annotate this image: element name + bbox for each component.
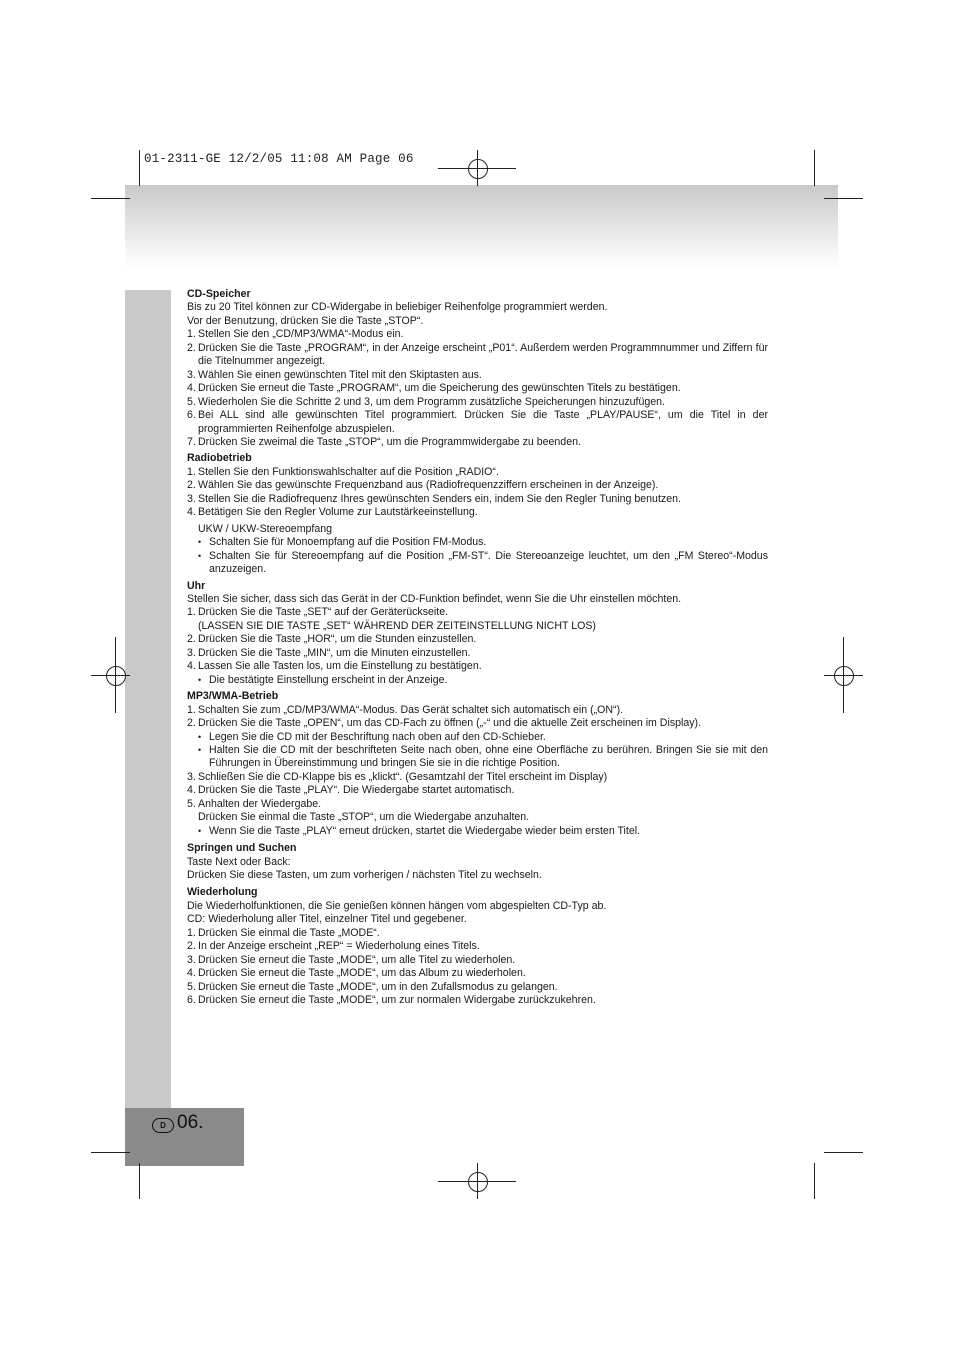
list-item: 3. Wählen Sie einen gewünschten Titel mit den Skiptasten aus. [187, 368, 482, 381]
paragraph: Stellen Sie sicher, dass sich das Gerät in der CD-Funktion befindet, wenn Sie die Uhr einstellen möchten. [187, 592, 682, 605]
numbered-list [187, 466, 768, 520]
section-title: CD-Speicher [187, 288, 251, 300]
list-item: 1. Stellen Sie den Funktionswahlschalter auf die Position „RADIO“. [187, 465, 499, 478]
side-gray-bar [125, 290, 171, 1108]
list-item: 5. Wiederholen Sie die Schritte 2 und 3, um dem Programm zusätzliche Speicherungen hinzuzufügen. [187, 395, 665, 408]
header-gradient-band [125, 185, 838, 270]
paragraph: Die Wiederholfunktionen, die Sie genießen können hängen vom abgespielten CD-Typ ab. [187, 899, 607, 912]
section-springen [187, 842, 768, 882]
bullet-item: • Schalten Sie für Monoempfang auf die Position FM-Modus. [187, 536, 768, 549]
numbered-list [187, 328, 768, 449]
section-title: Radiobetrieb [187, 452, 252, 465]
list-item: 6. Bei ALL sind alle gewünschten Titel programmiert. Drücken Sie die Taste „PLAY/PAUSE“, um die Titel in der programmierten Reihenfolge abzuspielen. [187, 409, 768, 435]
list-item: 2. In der Anzeige erscheint „REP“ = Wiederholung eines Titels. [187, 940, 480, 953]
numbered-list [187, 704, 768, 731]
list-item: 1. Drücken Sie die Taste „SET“ auf der Geräterückseite. [187, 606, 449, 619]
section-title: MP3/WMA-Betrieb [187, 690, 279, 703]
section-title: Uhr [187, 579, 206, 592]
numbered-list [187, 771, 768, 811]
numbered-list [187, 927, 768, 1008]
list-item: 5. Drücken Sie erneut die Taste „MODE“, um in den Zufallsmodus zu gelangen. [187, 980, 558, 993]
bullet-list [187, 731, 768, 771]
bullet-item: • Wenn Sie die Taste „PLAY“ erneut drücken, startet die Wiedergabe wieder beim ersten Titel. [187, 825, 768, 838]
page-number: 06. [177, 1112, 204, 1133]
ukw-subtitle: UKW / UKW-Stereoempfang [198, 522, 333, 535]
paragraph: CD: Wiederholung aller Titel, einzelner Titel und gegebener. [187, 913, 467, 926]
list-item: 7. Drücken Sie zweimal die Taste „STOP“, um die Programmwidergabe zu beenden. [187, 435, 581, 448]
bullet-list [187, 536, 768, 576]
paragraph: Bis zu 20 Titel können zur CD-Widergabe in beliebiger Reihenfolge programmiert werden. [187, 301, 608, 314]
list-item: 5. Anhalten der Wiedergabe. [187, 797, 322, 810]
list-item: 3. Drücken Sie erneut die Taste „MODE“, um alle Titel zu wiederholen. [187, 953, 516, 966]
bullet-item: • Die bestätigte Einstellung erscheint in der Anzeige. [187, 674, 768, 687]
list-item: 4. Lassen Sie alle Tasten los, um die Einstellung zu bestätigen. [187, 660, 482, 673]
paragraph: Vor der Benutzung, drücken Sie die Taste „STOP“. [187, 314, 424, 327]
list-item: 2. Drücken Sie die Taste „PROGRAM“, in der Anzeige erscheint „P01“. Außerdem werden Programmnummer und Ziffern für die Titelnummer angezeigt. [187, 341, 768, 368]
section-cd-speicher [187, 288, 768, 449]
uhr-note: (LASSEN SIE DIE TASTE „SET“ WÄHREND DER ZEITEINSTELLUNG NICHT LOS) [198, 619, 596, 632]
section-uhr [187, 580, 768, 688]
bullet-list [187, 674, 768, 687]
list-item: 1. Drücken Sie einmal die Taste „MODE“. [187, 926, 380, 939]
print-slug: 01-2311-GE 12/2/05 11:08 AM Page 06 [144, 152, 414, 166]
numbered-list [187, 606, 768, 619]
bullet-item: • Schalten Sie für Stereoempfang auf die Position „FM-ST“. Die Stereoanzeige leuchtet, um den „FM Stereo“-Modus anzuzeigen. [187, 550, 768, 577]
bullet-list [187, 825, 768, 838]
section-radiobetrieb [187, 452, 768, 576]
bullet-item: • Legen Sie die CD mit der Beschriftung nach oben auf den CD-Schieber. [187, 731, 768, 744]
mp3-note: Drücken Sie einmal die Taste „STOP“, um die Wiedergabe anzuhalten. [198, 811, 530, 824]
list-item: 1. Stellen Sie den „CD/MP3/WMA“-Modus ein. [187, 328, 404, 341]
numbered-list [187, 633, 768, 673]
manual-content [187, 288, 768, 1011]
section-wiederholung [187, 886, 768, 1007]
paragraph: Taste Next oder Back: [187, 855, 291, 868]
language-badge: D [152, 1118, 174, 1133]
list-item: 4. Drücken Sie erneut die Taste „MODE“, um das Album zu wiederholen. [187, 967, 526, 980]
list-item: 3. Schließen Sie die CD-Klappe bis es „klickt“. (Gesamtzahl der Titel erscheint im Display) [187, 770, 608, 783]
list-item: 2. Drücken Sie die Taste „OPEN“, um das CD-Fach zu öffnen („-“ und die aktuelle Zeit erscheinen im Display). [187, 717, 702, 730]
list-item: 4. Betätigen Sie den Regler Volume zur Lautstärkeeinstellung. [187, 506, 478, 519]
list-item: 3. Drücken Sie die Taste „MIN“, um die Minuten einzustellen. [187, 646, 471, 659]
section-mp3-wma [187, 690, 768, 838]
section-title: Springen und Suchen [187, 842, 297, 855]
list-item: 2. Drücken Sie die Taste „HOR“, um die Stunden einzustellen. [187, 633, 477, 646]
list-item: 6. Drücken Sie erneut die Taste „MODE“, um zur normalen Widergabe zurückzukehren. [187, 994, 596, 1007]
bullet-item: • Halten Sie die CD mit der beschrifteten Seite nach oben, ohne eine Oberfläche zu berühren. Bringen Sie sie mit den Führungen in Übereinstimmung und bringen Sie sie in die richtige Position. [187, 744, 768, 771]
list-item: 2. Wählen Sie das gewünschte Frequenzband aus (Radiofrequenzziffern erscheinen in der Anzeige). [187, 479, 659, 492]
list-item: 4. Drücken Sie die Taste „PLAY“. Die Wiedergabe startet automatisch. [187, 784, 515, 797]
paragraph: Drücken Sie diese Tasten, um zum vorherigen / nächsten Titel zu wechseln. [187, 869, 542, 882]
section-title: Wiederholung [187, 886, 258, 899]
list-item: 4. Drücken Sie erneut die Taste „PROGRAM“, um die Speicherung des gewünschten Titels zu bestätigen. [187, 382, 681, 395]
list-item: 1. Schalten Sie zum „CD/MP3/WMA“-Modus. Das Gerät schaltet sich automatisch ein („ON“). [187, 703, 624, 716]
list-item: 3. Stellen Sie die Radiofrequenz Ihres gewünschten Senders ein, indem Sie den Regler Tuning benutzen. [187, 492, 681, 505]
